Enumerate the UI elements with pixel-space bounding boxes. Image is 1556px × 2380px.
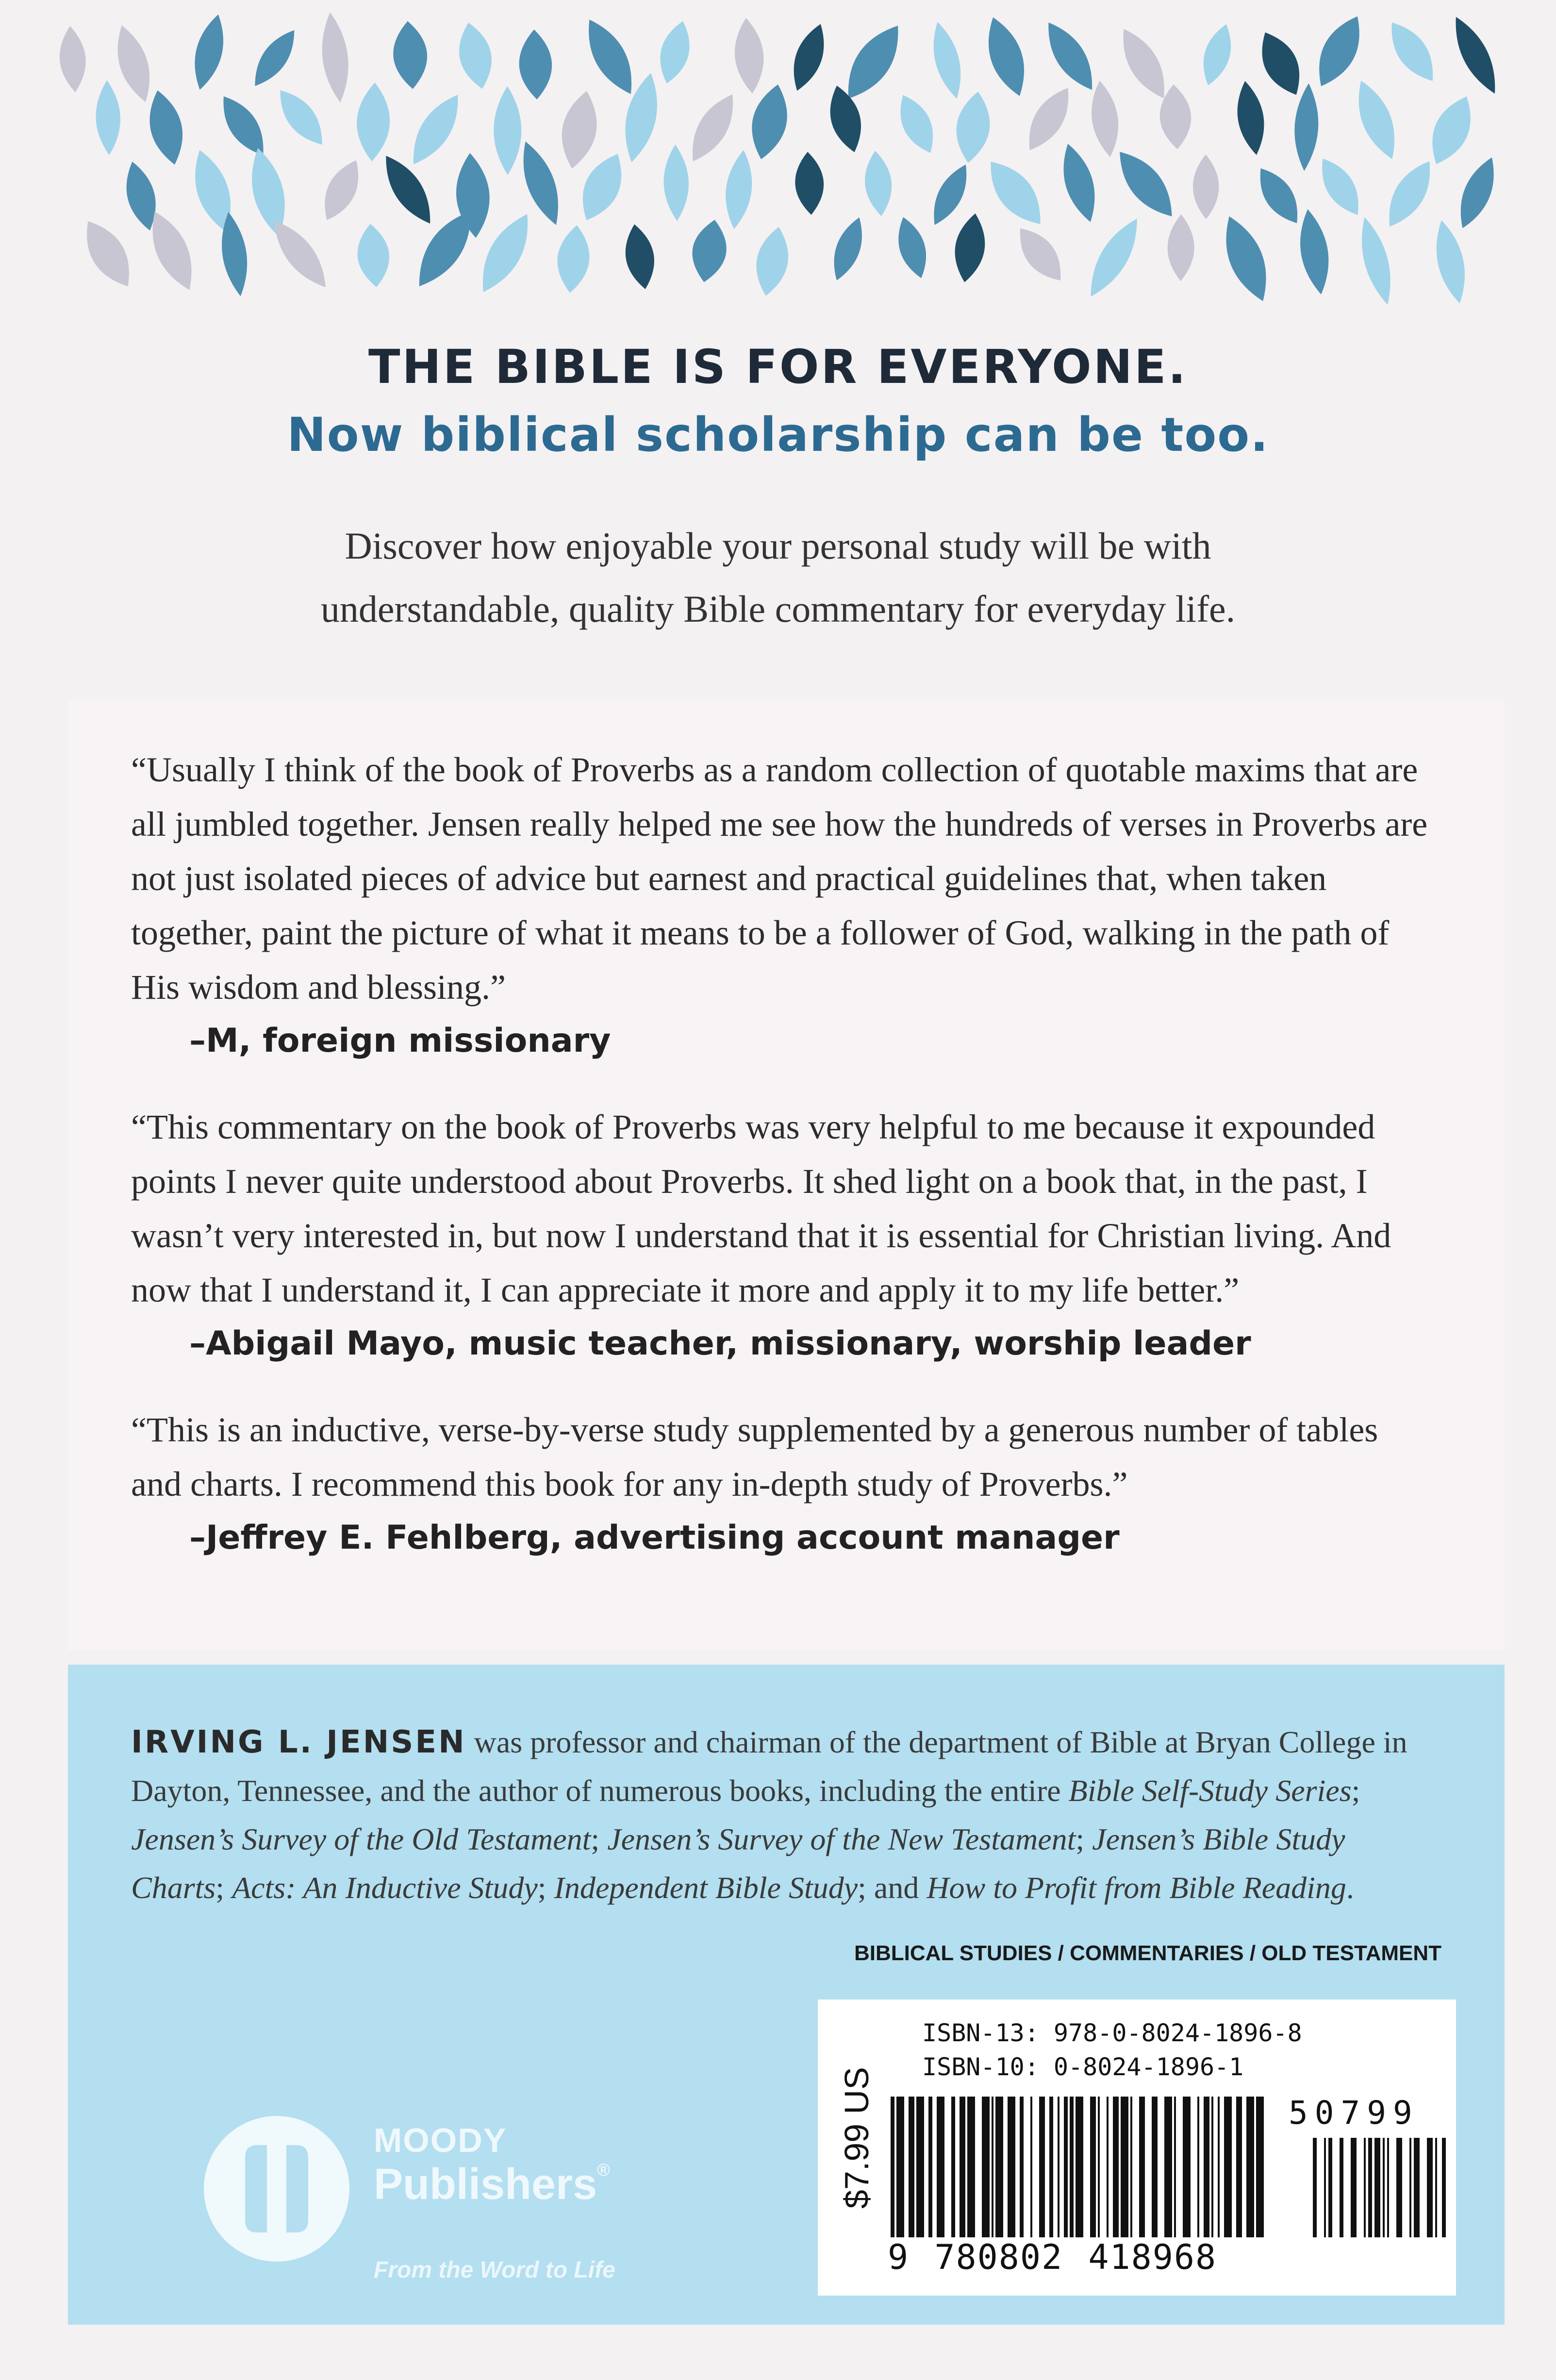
barcode-bar [1324,2138,1326,2237]
barcode-bar [1039,2097,1045,2237]
leaf-shape [952,89,994,165]
barcode-bar [1387,2138,1389,2237]
testimonial-attribution: –M, foreign missionary [189,1022,611,1060]
bio-separator: ; [1351,1773,1360,1808]
category-label: BIBLICAL STUDIES / COMMENTARIES / OLD TESTAMENT [854,1941,1441,1965]
leaf-shape [513,137,569,230]
barcode-bar [1256,2097,1264,2237]
barcode-bar [1364,2138,1366,2237]
author-bio-panel [68,1665,1505,2325]
leaf-shape [1292,83,1321,171]
price-label: $7.99 US [838,2067,876,2209]
barcode-bar [1374,2138,1380,2237]
leaf-shape [57,25,88,93]
barcode-bar [1218,2097,1220,2237]
leaf-shape [926,19,968,101]
leaf-shape [354,222,392,289]
leaf-shape [270,82,333,152]
testimonial-quote: “This commentary on the book of Proverbs was very helpful to me because it expounded points I never quite understood about Proverbs. It shed light on a book that, in the past, I wasn’t very interested in, but now I understand that it is essential for Christian living. And now that I understand it, I can appreciate it more and apply it to my life better.” [131,1107,1391,1309]
barcode-bar [1236,2097,1242,2237]
leaf-shape [518,29,553,100]
barcode-bars [886,2097,1449,2242]
barcode-bar [951,2097,955,2237]
leaf-shape [1079,212,1148,303]
barcode-bar [1152,2097,1158,2237]
headline: THE BIBLE IS FOR EVERYONE. [368,340,1188,394]
barcode-bar [1139,2097,1145,2237]
leaf-shape [1251,25,1310,102]
leaf-shape [391,20,430,90]
intro-text [146,514,1410,641]
barcode-bar [982,2097,990,2237]
barcode-bar [1174,2097,1176,2237]
bio-separator: ; [591,1822,608,1856]
barcode-digit-group: 418968 [1086,2237,1219,2277]
leaf-shape [924,159,976,230]
barcode-digit-group: 780802 [932,2237,1065,2277]
leaf-shape [1294,207,1334,297]
barcode-bar [1224,2097,1232,2237]
barcode-bar [896,2097,904,2237]
leaf-shape [1380,15,1444,89]
leaf-shape [375,149,442,231]
barcode-bar [967,2097,975,2237]
barcode-bar [1204,2097,1209,2237]
leaf-shape [1196,21,1239,89]
leaf-shape [891,214,933,281]
barcode-bar [1328,2138,1332,2237]
leaf-shape [750,224,794,299]
leaf-shape [687,217,731,285]
isbn-13: ISBN-13: 978-0-8024-1896-8 [922,2019,1302,2047]
barcode-bar [937,2097,944,2237]
leaf-shape [1445,11,1506,99]
isbn-10: ISBN-10: 0-8024-1896-1 [922,2053,1244,2081]
leaf-shape [245,23,304,93]
barcode-bar [1070,2097,1074,2237]
barcode-bar [916,2097,924,2237]
leaf-shape [315,154,368,226]
barcode-digit-lead: 9 [886,2237,911,2277]
leaf-shape [494,86,522,175]
leaf-shape [109,21,159,106]
barcode-bar [1130,2097,1132,2237]
book-title: Bible Self-Study Series [1068,1773,1352,1808]
leaf-shape [1348,75,1406,164]
leaf-shape [243,145,293,240]
barcode-bar [1098,2097,1100,2237]
leaf-shape [1018,81,1080,157]
leaf-shape [1421,90,1482,171]
barcode-bar [1058,2097,1059,2237]
book-title: Jensen’s Survey of the Old Testament [131,1822,591,1856]
leaf-shape [1311,151,1369,222]
book-title: Independent Bible Study [554,1870,858,1905]
publisher-tagline: From the Word to Life [374,2257,615,2283]
subheadline: Now biblical scholarship can be too. [287,408,1269,462]
leaf-shape [1377,154,1442,234]
leaf-shape [355,82,391,162]
leaf-shape [1193,154,1219,219]
leaf-shape [978,151,1053,234]
barcode-box [818,2000,1456,2296]
barcode-bar [1090,2097,1096,2237]
barcode-bar [1164,2097,1172,2237]
intro-line-2: understandable, quality Bible commentary for everyday life. [320,588,1236,630]
book-title: Jensen’s Survey of the New Testament [607,1822,1076,1856]
leaf-pattern-decoration [0,0,1556,340]
barcode-bar [960,2097,965,2237]
leaf-shape [826,214,870,284]
barcode-bar [995,2097,1003,2237]
leaf-shape [862,149,894,217]
author-bio [131,1718,1441,1912]
author-name: IRVING L. JENSEN [131,1724,466,1760]
leaf-shape [1232,79,1269,157]
barcode-bar [992,2097,993,2237]
leaf-shape [1429,217,1472,306]
leaf-shape [785,20,833,95]
leaf-shape [576,12,644,101]
publisher-name-bottom [374,2160,610,2210]
barcode-bar [1076,2097,1083,2237]
leaf-shape [663,144,690,221]
leaf-shape [1167,214,1194,281]
leaf-shape [681,87,745,168]
publisher-name: Publishers [374,2160,597,2209]
barcode-bar [1435,2138,1437,2237]
leaf-shape [621,222,660,291]
leaf-shape [1087,79,1123,159]
price-code: 50799 [1289,2094,1419,2132]
leaf-shape [74,213,142,295]
leaf-shape [1214,210,1278,307]
testimonials-panel [68,699,1505,1650]
testimonial-attribution: –Abigail Mayo, music teacher, missionary, worship leader [189,1324,1251,1363]
bio-separator: ; and [858,1870,927,1905]
barcode-bar [1313,2138,1317,2237]
leaf-shape [453,19,497,92]
barcode-bar [1030,2097,1032,2237]
leaf-shape [555,88,603,172]
book-title: Acts: An Inductive Study [232,1870,538,1905]
leaf-shape [95,80,121,156]
barcode-bar [1351,2138,1357,2237]
bio-text: was professor and chairman of the department of Bible at Bryan College in Dayton, Tennessee, and the author of numerous books, including the entire [131,1725,1407,1808]
testimonial-quote: “This is an inductive, verse-by-verse study supplemented by a generous number of tables and charts. I recommend this book for any in-depth study of Proverbs.” [131,1410,1378,1504]
book-title: Jensen’s Bible Study Charts [131,1822,1345,1905]
barcode-bar [1383,2138,1385,2237]
barcode-bar [1121,2097,1128,2237]
barcode-bar [1427,2138,1433,2237]
leaf-shape [1009,220,1072,289]
barcode-bar [1409,2138,1411,2237]
barcode-bar [1442,2138,1446,2237]
leaf-shape [653,17,696,87]
leaf-shape [978,12,1035,101]
leaf-shape [1111,22,1176,105]
leaf-shape [1037,15,1104,98]
barcode-bar [1396,2138,1402,2237]
leaf-shape [1353,214,1399,308]
barcode-bar [1064,2097,1068,2237]
barcode-bar [928,2097,932,2237]
bio-separator: ; [215,1870,232,1905]
testimonial-attribution: –Jeffrey E. Fehlberg, advertising account manager [189,1519,1120,1557]
leaf-shape [187,11,231,93]
barcode-bar [1049,2097,1053,2237]
leaf-shape [1307,9,1372,94]
leaf-shape [401,87,470,172]
leaf-shape [1451,152,1504,233]
leaf-shape [213,89,275,163]
leaf-shape [950,211,990,284]
bio-separator: ; [1076,1822,1093,1856]
barcode-bar [1113,2097,1119,2237]
publisher-logo [131,2111,762,2305]
barcode-bar [1107,2097,1109,2237]
leaf-shape [794,151,826,215]
barcode-bar [1008,2097,1015,2237]
barcode-bar [1246,2097,1254,2237]
barcode-bar [1020,2097,1024,2237]
leaf-shape [721,149,756,231]
barcode-bar [1211,2097,1213,2237]
leaf-shape [1108,142,1184,226]
bio-separator: . [1346,1870,1354,1905]
bio-separator: ; [537,1870,554,1905]
barcode-digits [886,2237,1264,2277]
barcode-bar [1340,2138,1343,2237]
book-title: How to Profit from Bible Reading [927,1870,1346,1905]
intro-line-1: Discover how enjoyable your personal study will be with [345,525,1211,567]
testimonial-quote: “Usually I think of the book of Proverbs as a random collection of quotable maxims that are all jumbled together. Jensen really helped me see how the hundreds of verses in Proverbs are not just isolated pieces of advice but earnest and practical guidelines that, when taken together, paint the picture of what it means to be a follower of God, walking in the path of His wisdom and blessing.” [131,750,1428,1007]
barcode-bar [1183,2097,1191,2237]
leaf-shape [554,224,593,295]
leaf-shape [142,87,190,168]
leaf-shape [1055,140,1103,226]
leaf-shape [891,89,943,159]
barcode-bar [1197,2097,1199,2237]
barcode-bar [891,2097,894,2237]
barcode-bar [909,2097,914,2237]
publisher-name-top: MOODY [374,2121,507,2159]
barcode-bar [1368,2138,1372,2237]
moody-logo-icon [199,2111,354,2266]
leaf-shape [732,17,767,95]
registered-mark: ® [597,2160,610,2180]
leaf-shape [1249,161,1308,231]
barcode-bar [1414,2138,1420,2237]
leaf-shape [317,11,353,104]
